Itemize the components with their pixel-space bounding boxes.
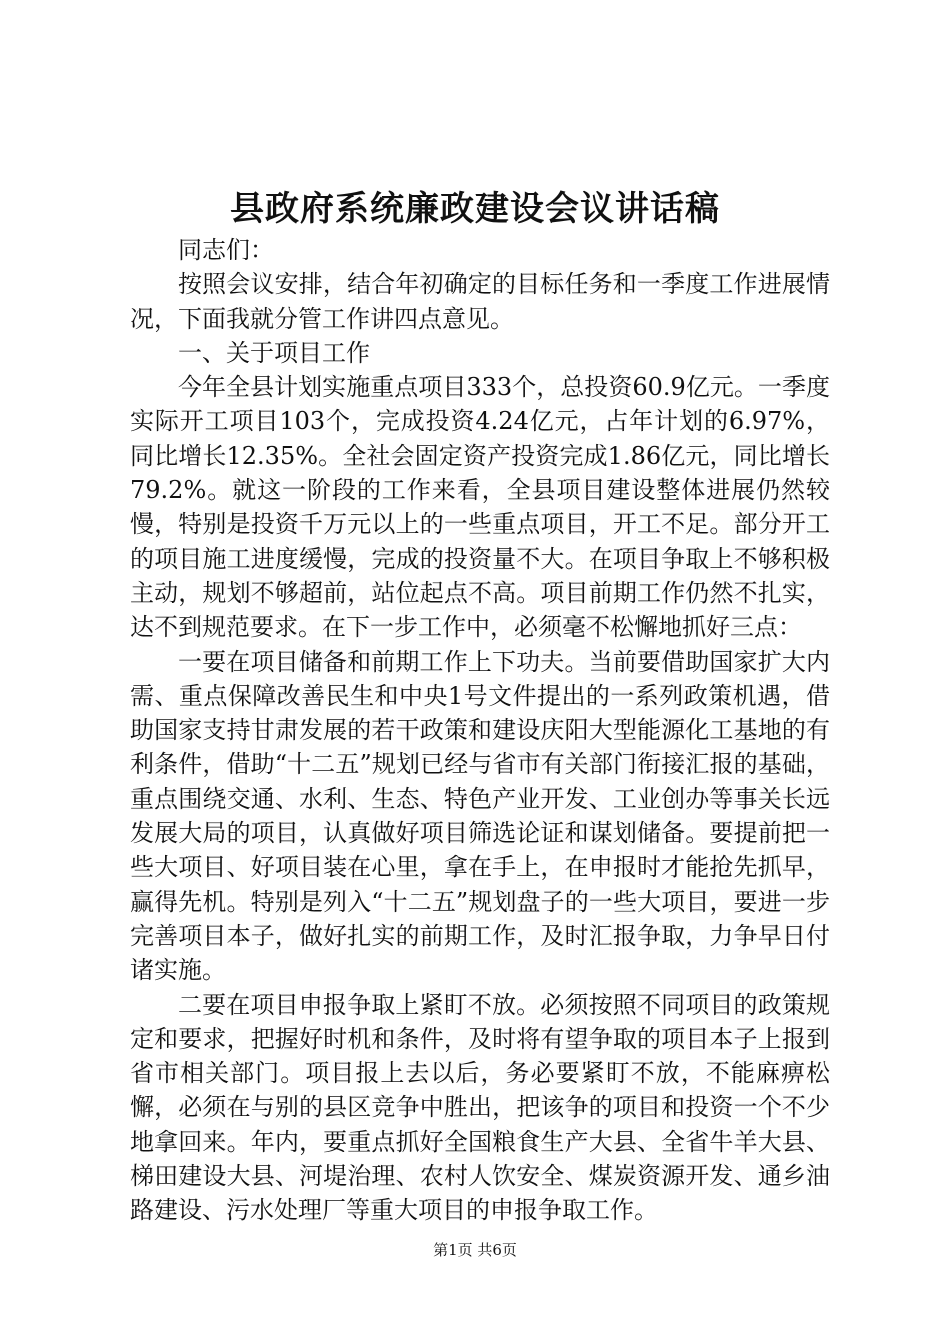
body-paragraph: 一要在项目储备和前期工作上下功夫。当前要借助国家扩大内需、重点保障改善民生和中央1号文件提出的一系列政策机遇，借助国家支持甘肃发展的若干政策和建设庆阳大型能源化工基地的有利条件，借助“十二五”规划已经与省市有关部门衔接汇报的基础，重点围绕交通、水利、生态、特色产业开发、工业创办等事关长远发展大局的项目，认真做好项目筛选论证和谋划储备。要提前把一些大项目、好项目装在心里，拿在手上，在申报时才能抢先抓早，赢得先机。特别是列入“十二五”规划盘子的一些大项目，要进一步完善项目本子，做好扎实的前期工作，及时汇报争取，力争早日付诸实施。 (130, 647, 830, 985)
section-heading: 一、关于项目工作 (178, 338, 370, 367)
body-paragraph: 二要在项目申报争取上紧盯不放。必须按照不同项目的政策规定和要求，把握好时机和条件，及时将有望争取的项目本子上报到省市相关部门。项目报上去以后，务必要紧盯不放，不能麻痹松懈，必须在与别的县区竞争中胜出，把该争的项目和投资一个不少地拿回来。年内，要重点抓好全国粮食生产大县、全省牛羊大县、梯田建设大县、河堤治理、农村人饮安全、煤炭资源开发、通乡油路建设、污水处理厂等重大项目的申报争取工作。 (130, 990, 830, 1225)
document-title: 县政府系统廉政建设会议讲话稿 (230, 189, 720, 229)
document-body (130, 233, 830, 1228)
intro-paragraph: 按照会议安排，结合年初确定的目标任务和一季度工作进展情况，下面我就分管工作讲四点意见。 (130, 270, 830, 333)
salutation-paragraph: 同志们： (178, 236, 274, 264)
page-number-footer: 第1页 共6页 (433, 1241, 517, 1259)
body-paragraph: 今年全县计划实施重点项目333个，总投资60.9亿元。一季度实际开工项目103个，完成投资4.24亿元，占年计划的6.97%，同比增长12.35%。全社会固定资产投资完成1.86亿元，同比增长79.2%。就这一阶段的工作来看，全县项目建设整体进展仍然较慢，特别是投资千万元以上的一些重点项目，开工不足。部分开工的项目施工进度缓慢，完成的投资量不大。在项目争取上不够积极主动，规划不够超前，站位起点不高。项目前期工作仍然不扎实，达不到规范要求。在下一步工作中，必须毫不松懈地抓好三点： (130, 373, 830, 642)
